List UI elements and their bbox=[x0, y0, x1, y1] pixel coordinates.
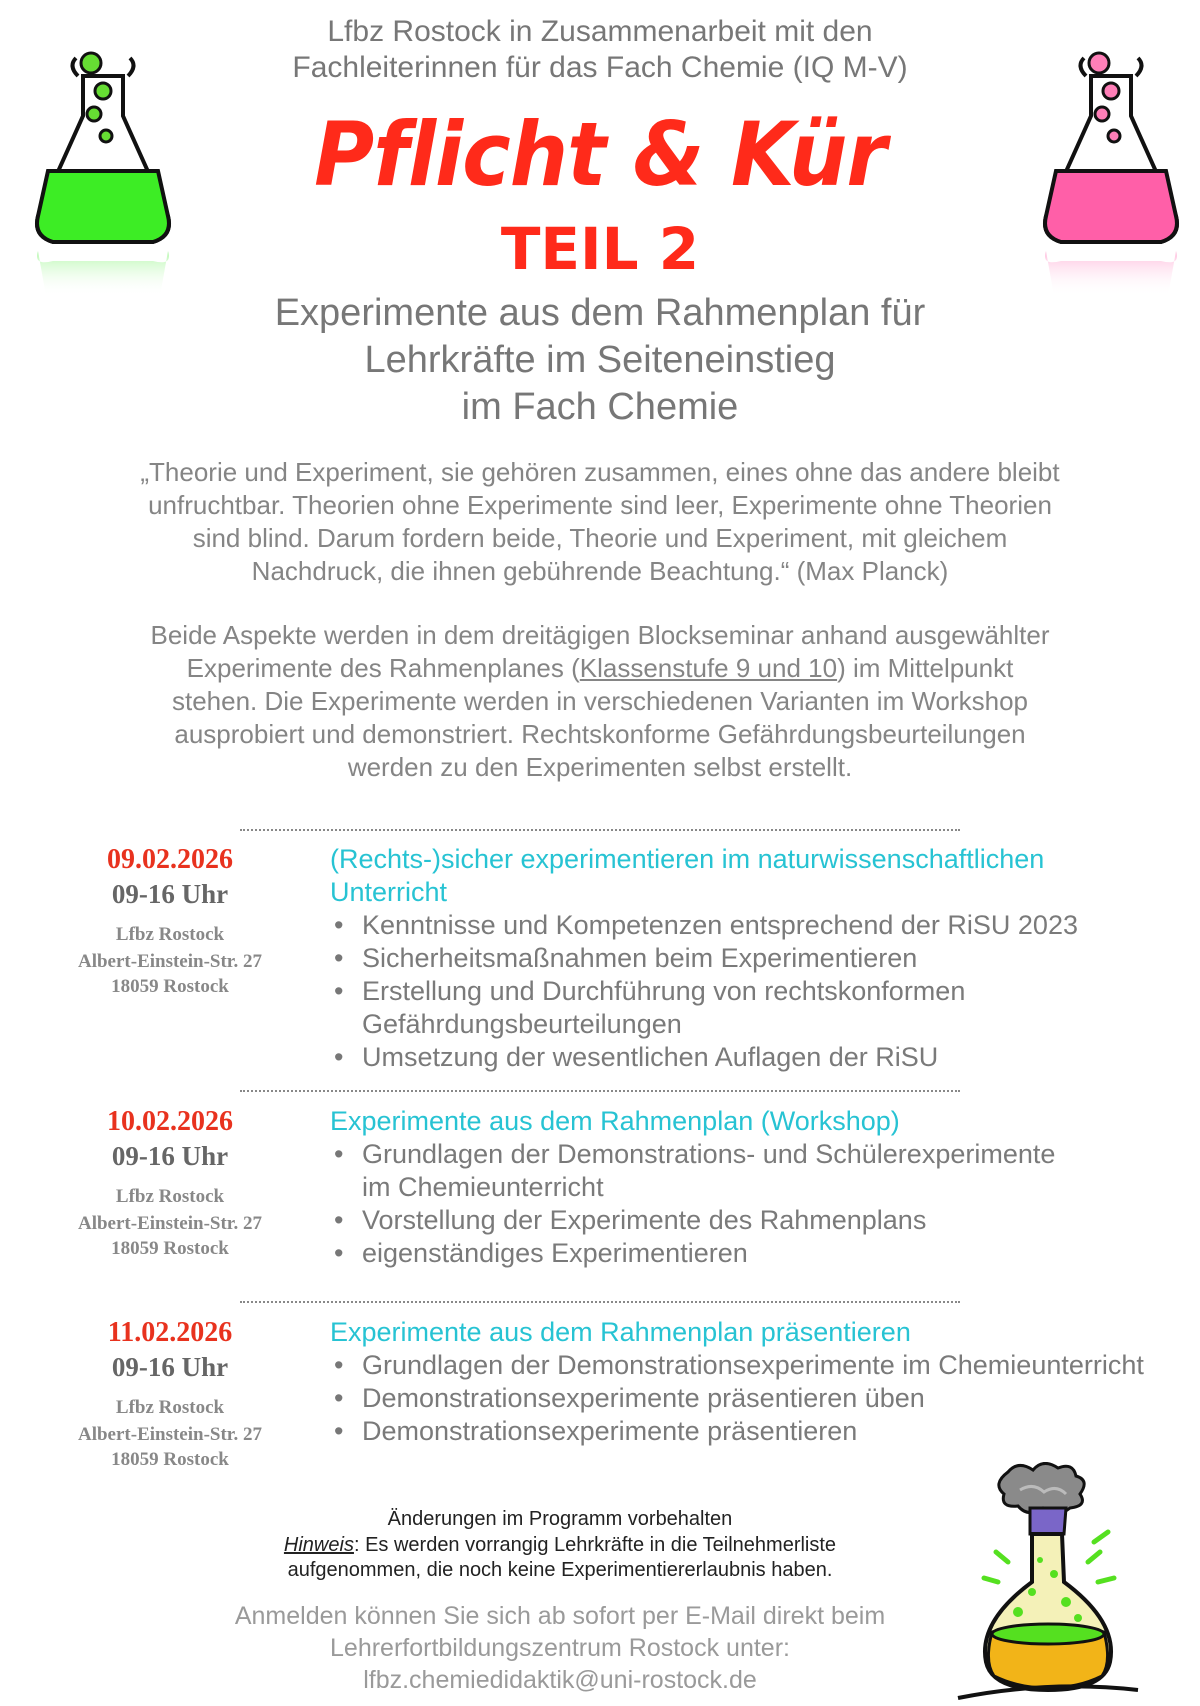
session-time: 09-16 Uhr bbox=[111, 1141, 229, 1171]
planck-quote bbox=[60, 456, 1140, 588]
list-item: • eigenständiges Experimentieren bbox=[330, 1237, 1200, 1270]
intro-line: Beide Aspekte werden in dem dreitägigen Blockseminar anhand ausgewählter bbox=[150, 620, 1050, 650]
list-item: • Demonstrationsexperimente präsentieren bbox=[330, 1415, 1200, 1448]
part-label: TEIL 2 bbox=[500, 215, 700, 283]
venue-line: Lfbz Rostock bbox=[115, 1186, 225, 1207]
subtitle-line: Lehrkräfte im Seiteneinstieg bbox=[364, 339, 836, 381]
registration-info bbox=[150, 1600, 970, 1696]
session-3-details bbox=[40, 1316, 300, 1472]
hint-note bbox=[200, 1533, 920, 1583]
registration-email[interactable]: lfbz.chemiedidaktik@uni-rostock.de bbox=[363, 1666, 757, 1694]
changes-note: Änderungen im Programm vorbehalten bbox=[387, 1508, 733, 1530]
intro-line: ausprobiert und demonstriert. Rechtskonforme Gefährdungsbeurteilungen bbox=[174, 719, 1026, 749]
venue-line: Albert-Einstein-Str. 27 bbox=[77, 951, 263, 972]
session-1-content bbox=[330, 843, 1200, 1074]
intro-paragraph bbox=[60, 619, 1140, 784]
session-time: 09-16 Uhr bbox=[111, 879, 229, 909]
intro-line bbox=[60, 652, 1140, 685]
session-date: 10.02.2026 bbox=[107, 1106, 233, 1137]
venue-line: Albert-Einstein-Str. 27 bbox=[77, 1424, 263, 1445]
session-title: Unterricht bbox=[330, 877, 448, 907]
hint-line: aufgenommen, die noch keine Experimentiererlaubnis haben. bbox=[287, 1559, 833, 1581]
venue-line: 18059 Rostock bbox=[111, 976, 229, 997]
session-venue bbox=[40, 921, 300, 999]
session-title: Experimente aus dem Rahmenplan präsentieren bbox=[330, 1317, 911, 1347]
organizer-line: Fachleiterinnen für das Fach Chemie (IQ M-V) bbox=[292, 51, 908, 84]
subtitle bbox=[0, 290, 1200, 431]
session-topics bbox=[330, 909, 1200, 1074]
session-venue bbox=[40, 1394, 300, 1472]
hint-line bbox=[200, 1533, 920, 1558]
quote-line: sind blind. Darum fordern beide, Theorie und Experiment, mit gleichem bbox=[192, 523, 1008, 553]
quote-line: „Theorie und Experiment, sie gehören zusammen, eines ohne das andere bleibt bbox=[140, 457, 1060, 487]
venue-line: 18059 Rostock bbox=[111, 1238, 229, 1259]
hint-text: : Es werden vorrangig Lehrkräfte in die Teilnehmerliste bbox=[353, 1534, 837, 1556]
dotted-divider bbox=[240, 1301, 960, 1303]
list-item bbox=[330, 975, 1200, 1041]
session-1-details bbox=[40, 843, 300, 999]
venue-line: 18059 Rostock bbox=[111, 1449, 229, 1470]
organizer-line: Lfbz Rostock in Zusammenarbeit mit den bbox=[327, 15, 873, 48]
list-item: • Sicherheitsmaßnahmen beim Experimentieren bbox=[330, 942, 1200, 975]
session-topics bbox=[330, 1138, 1200, 1270]
intro-text: ) im Mittelpunkt bbox=[837, 653, 1014, 683]
session-topics bbox=[330, 1349, 1200, 1448]
subtitle-line: Experimente aus dem Rahmenplan für bbox=[274, 292, 926, 334]
list-item: • Kenntnisse und Kompetenzen entsprechend der RiSU 2023 bbox=[330, 909, 1200, 942]
intro-line: werden zu den Experimenten selbst erstellt. bbox=[347, 752, 853, 782]
list-item: • Umsetzung der wesentlichen Auflagen der RiSU bbox=[330, 1041, 1200, 1074]
list-item-text: Erstellung und Durchführung von rechtskonformen bbox=[362, 976, 966, 1006]
session-title: (Rechts-)sicher experimentieren im naturwissenschaftlichen bbox=[330, 844, 1045, 874]
intro-line: stehen. Die Experimente werden in verschiedenen Varianten im Workshop bbox=[171, 686, 1029, 716]
session-3-content bbox=[330, 1316, 1200, 1448]
dotted-divider bbox=[240, 829, 960, 831]
list-item: • Demonstrationsexperimente präsentieren üben bbox=[330, 1382, 1200, 1415]
session-2-details bbox=[40, 1105, 300, 1261]
list-item-text: im Chemieunterricht bbox=[362, 1172, 604, 1202]
grade-level-link: Klassenstufe 9 und 10 bbox=[579, 653, 838, 683]
quote-line: unfruchtbar. Theorien ohne Experimente sind leer, Experimente ohne Theorien bbox=[148, 490, 1052, 520]
session-date: 09.02.2026 bbox=[107, 844, 233, 875]
session-title: Experimente aus dem Rahmenplan (Workshop) bbox=[330, 1106, 900, 1136]
venue-line: Albert-Einstein-Str. 27 bbox=[77, 1213, 263, 1234]
registration-line: Lehrerfortbildungszentrum Rostock unter: bbox=[330, 1634, 790, 1662]
intro-text: Experimente des Rahmenplanes ( bbox=[186, 653, 580, 683]
list-item-text: Grundlagen der Demonstrations- und Schülerexperimente bbox=[362, 1139, 1056, 1169]
dotted-divider bbox=[240, 1090, 960, 1092]
quote-line: Nachdruck, die ihnen gebührende Beachtung.“ (Max Planck) bbox=[251, 556, 949, 586]
organizer-text bbox=[0, 14, 1200, 86]
session-time: 09-16 Uhr bbox=[111, 1352, 229, 1382]
registration-line: Anmelden können Sie sich ab sofort per E-Mail direkt beim bbox=[234, 1602, 886, 1630]
list-item: • Grundlagen der Demonstrationsexperimente im Chemieunterricht bbox=[330, 1349, 1200, 1382]
session-date: 11.02.2026 bbox=[107, 1317, 233, 1348]
hint-label: Hinweis bbox=[283, 1534, 354, 1556]
session-2-content bbox=[330, 1105, 1200, 1270]
subtitle-line: im Fach Chemie bbox=[461, 386, 739, 428]
explosion-flask-icon bbox=[948, 1462, 1148, 1706]
venue-line: Lfbz Rostock bbox=[115, 1397, 225, 1418]
list-item bbox=[330, 1138, 1200, 1204]
list-item: • Vorstellung der Experimente des Rahmenplans bbox=[330, 1204, 1200, 1237]
page-title: Pflicht & Kür bbox=[314, 104, 886, 207]
session-venue bbox=[40, 1183, 300, 1261]
venue-line: Lfbz Rostock bbox=[115, 924, 225, 945]
list-item-text: Gefährdungsbeurteilungen bbox=[362, 1009, 682, 1039]
